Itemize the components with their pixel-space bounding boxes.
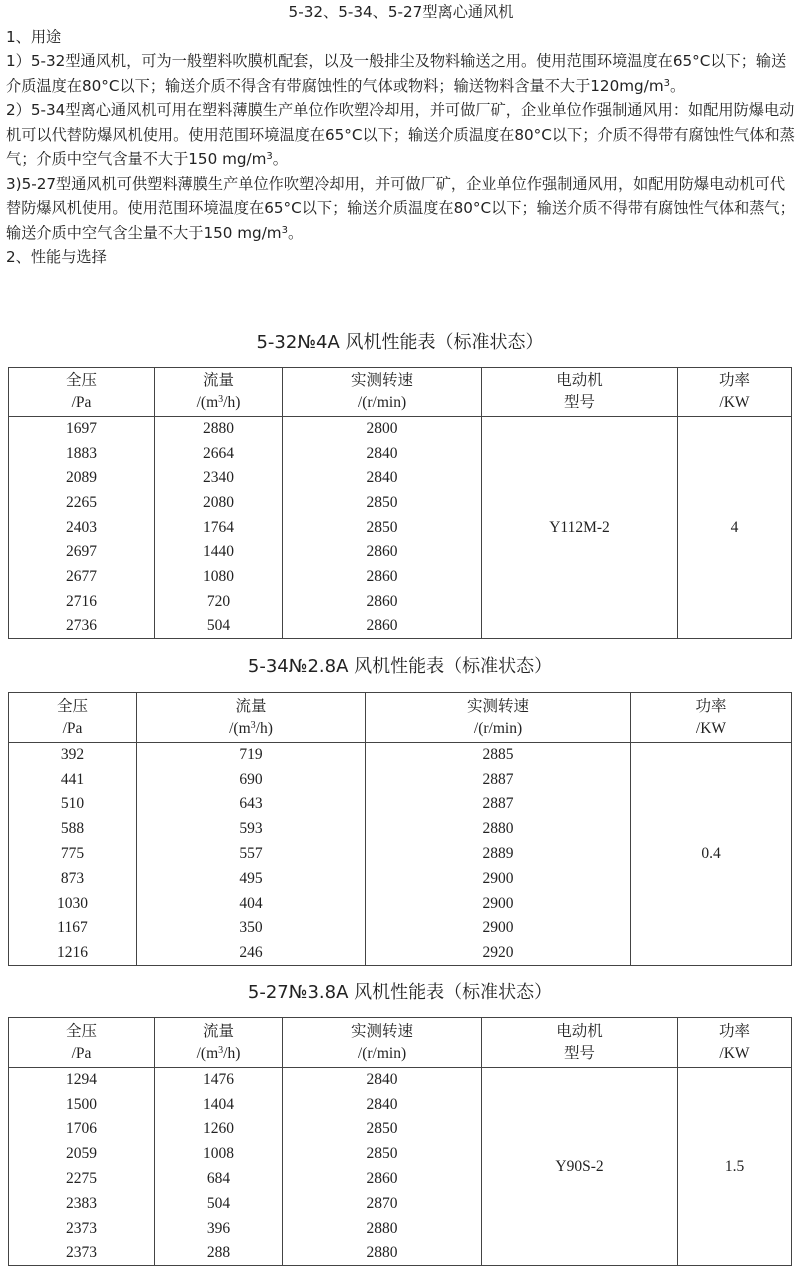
table-header-row (9, 693, 792, 743)
document-title: 5-32、5-34、5-27型离心通风机 (288, 3, 514, 21)
perf-table-5-34 (8, 692, 792, 966)
table-cell: 2275 (9, 1167, 155, 1192)
table-cell: 404 (137, 891, 366, 916)
header-speed: 实测转速 /(r/min) (366, 693, 631, 743)
table-cell: 2089 (9, 466, 155, 491)
table-cell: 2840 (283, 466, 482, 491)
table-cell: 2840 (283, 441, 482, 466)
table-cell: 2265 (9, 491, 155, 516)
motor-model-cell: Y112M-2 (482, 417, 678, 639)
table-cell: 2860 (283, 1167, 482, 1192)
header-speed: 实测转速 /(r/min) (283, 1018, 482, 1068)
table-2-title: 5-34№2.8A 风机性能表（标准状态） (247, 656, 553, 677)
table-cell: 2900 (366, 866, 631, 891)
table-cell: 1080 (155, 565, 283, 590)
power-cell: 1.5 (678, 1068, 792, 1266)
table-cell: 2080 (155, 491, 283, 516)
table-cell: 392 (9, 743, 137, 768)
header-motor: 电动机 型号 (482, 1018, 678, 1068)
table-cell: 690 (137, 767, 366, 792)
table-header-row (9, 1018, 792, 1068)
table-1-title: 5-32№4A 风机性能表（标准状态） (256, 332, 544, 353)
table-cell: 2880 (155, 417, 283, 442)
usage-item-2-text: 2）5-34型离心通风机可用在塑料薄膜生产单位作吹塑冷却用，并可做厂矿，企业单位作强制通风用：如配用防爆电动机可以代替防爆风机使用。使用范围环境温度在65°C以下；输送介质温度在80°C以下；介质不得带有腐蚀性气体和蒸气；介质中空气含量不大于150 mg/m (6, 101, 795, 168)
table-cell: 593 (137, 817, 366, 842)
table-cell: 2800 (283, 417, 482, 442)
table-cell: 643 (137, 792, 366, 817)
table-cell: 1706 (9, 1117, 155, 1142)
table-cell: 1883 (9, 441, 155, 466)
table-cell: 684 (155, 1167, 283, 1192)
table-cell: 588 (9, 817, 137, 842)
header-pressure: 全压 /Pa (9, 1018, 155, 1068)
intro-text (6, 0, 796, 270)
table-cell: 350 (137, 916, 366, 941)
header-pressure: 全压 /Pa (9, 368, 155, 417)
usage-item-3 (6, 172, 796, 246)
table-cell: 1260 (155, 1117, 283, 1142)
table-cell: 504 (155, 1191, 283, 1216)
superscript: 3 (281, 224, 288, 236)
table-cell: 1216 (9, 941, 137, 966)
table-cell: 1404 (155, 1092, 283, 1117)
table-cell: 2900 (366, 916, 631, 941)
table-cell: 2697 (9, 540, 155, 565)
superscript: 3 (663, 77, 670, 89)
header-power: 功率 /KW (631, 693, 792, 743)
table-row (9, 743, 792, 768)
table-cell: 873 (9, 866, 137, 891)
table-cell: 2850 (283, 1142, 482, 1167)
table-cell: 2850 (283, 1117, 482, 1142)
table-cell: 2870 (283, 1191, 482, 1216)
selection-heading: 2、性能与选择 (6, 248, 107, 266)
table-cell: 288 (155, 1241, 283, 1266)
table-cell: 1030 (9, 891, 137, 916)
table-cell: 2850 (283, 491, 482, 516)
usage-item-3-end: 。 (287, 223, 304, 242)
table-cell: 2889 (366, 842, 631, 867)
header-pressure: 全压 /Pa (9, 693, 137, 743)
table-cell: 1764 (155, 515, 283, 540)
table-cell: 2887 (366, 767, 631, 792)
table-cell: 719 (137, 743, 366, 768)
table-cell: 2880 (366, 817, 631, 842)
table-cell: 2840 (283, 1092, 482, 1117)
perf-table-5-27 (8, 1017, 792, 1266)
table-cell: 2860 (283, 565, 482, 590)
header-power: 功率 /KW (678, 368, 792, 417)
header-flow: 流量 $/(m^3/h)$ (137, 693, 366, 743)
usage-item-1-end: 。 (669, 76, 686, 95)
table-cell: 2340 (155, 466, 283, 491)
header-flow: 流量 $/(m^3/h)$ (155, 368, 283, 417)
table-cell: 1440 (155, 540, 283, 565)
header-power: 功率 /KW (678, 1018, 792, 1068)
table-cell: 2677 (9, 565, 155, 590)
table-header-row (9, 368, 792, 417)
table-cell: 720 (155, 589, 283, 614)
table-cell: 2383 (9, 1191, 155, 1216)
perf-table-5-32 (8, 367, 792, 639)
table-cell: 1167 (9, 916, 137, 941)
table-body (9, 1068, 792, 1266)
table-cell: 246 (137, 941, 366, 966)
table-cell: 1294 (9, 1068, 155, 1093)
table-cell: 2887 (366, 792, 631, 817)
table-cell: 2059 (9, 1142, 155, 1167)
header-speed: 实测转速 /(r/min) (283, 368, 482, 417)
power-cell: 0.4 (631, 743, 792, 966)
usage-item-2-end: 。 (272, 150, 288, 168)
table-cell: 2920 (366, 941, 631, 966)
table-cell: 2664 (155, 441, 283, 466)
usage-item-1-text: 1）5-32型通风机，可为一般塑料吹膜机配套，以及一般排尘及物料输送之用。使用范围环境温度在65°C以下；输送介质温度在80°C以下；输送介质不得含有带腐蚀性的气体或物料；输送物料含量不大于120mg/m (6, 52, 787, 95)
table-cell: 2885 (366, 743, 631, 768)
table-cell: 2850 (283, 515, 482, 540)
table-cell: 441 (9, 767, 137, 792)
table-cell: 2716 (9, 589, 155, 614)
usage-item-1 (6, 49, 796, 98)
usage-heading: 1、用途 (6, 27, 62, 46)
header-flow: 流量 $/(m^3/h)$ (155, 1018, 283, 1068)
table-cell: 2860 (283, 540, 482, 565)
usage-item-2 (6, 98, 796, 172)
table-cell: 2373 (9, 1241, 155, 1266)
table-body (9, 743, 792, 966)
table-cell: 2880 (283, 1216, 482, 1241)
table-cell: 2373 (9, 1216, 155, 1241)
table-cell: 504 (155, 614, 283, 639)
table-cell: 495 (137, 866, 366, 891)
table-3-title: 5-27№3.8A 风机性能表（标准状态） (247, 982, 553, 1003)
motor-model-cell: Y90S-2 (482, 1068, 678, 1266)
table-cell: 2880 (283, 1241, 482, 1266)
table-body (9, 417, 792, 639)
table-cell: 2840 (283, 1068, 482, 1093)
table-cell: 1008 (155, 1142, 283, 1167)
table-row (9, 1068, 792, 1093)
table-cell: 2403 (9, 515, 155, 540)
table-cell: 775 (9, 842, 137, 867)
table-cell: 1476 (155, 1068, 283, 1093)
table-cell: 396 (155, 1216, 283, 1241)
table-cell: 557 (137, 842, 366, 867)
table-cell: 1697 (9, 417, 155, 442)
table-cell: 510 (9, 792, 137, 817)
table-cell: 2860 (283, 614, 482, 639)
table-cell: 2900 (366, 891, 631, 916)
table-cell: 2860 (283, 589, 482, 614)
header-motor: 电动机 型号 (482, 368, 678, 417)
table-cell: 2736 (9, 614, 155, 639)
table-cell: 1500 (9, 1092, 155, 1117)
usage-item-3-text: 3)5-27型通风机可供塑料薄膜生产单位作吹塑冷却用，并可做厂矿，企业单位作强制通风用，如配用防爆电动机可代替防爆风机使用。使用范围环境温度在65°C以下；输送介质温度在80°C以下；输送介质不得带有腐蚀性气体和蒸气；输送介质中空气含尘量不大于150 mg/m (6, 174, 795, 242)
table-row (9, 417, 792, 442)
superscript: 3 (266, 151, 273, 162)
power-cell: 4 (678, 417, 792, 639)
